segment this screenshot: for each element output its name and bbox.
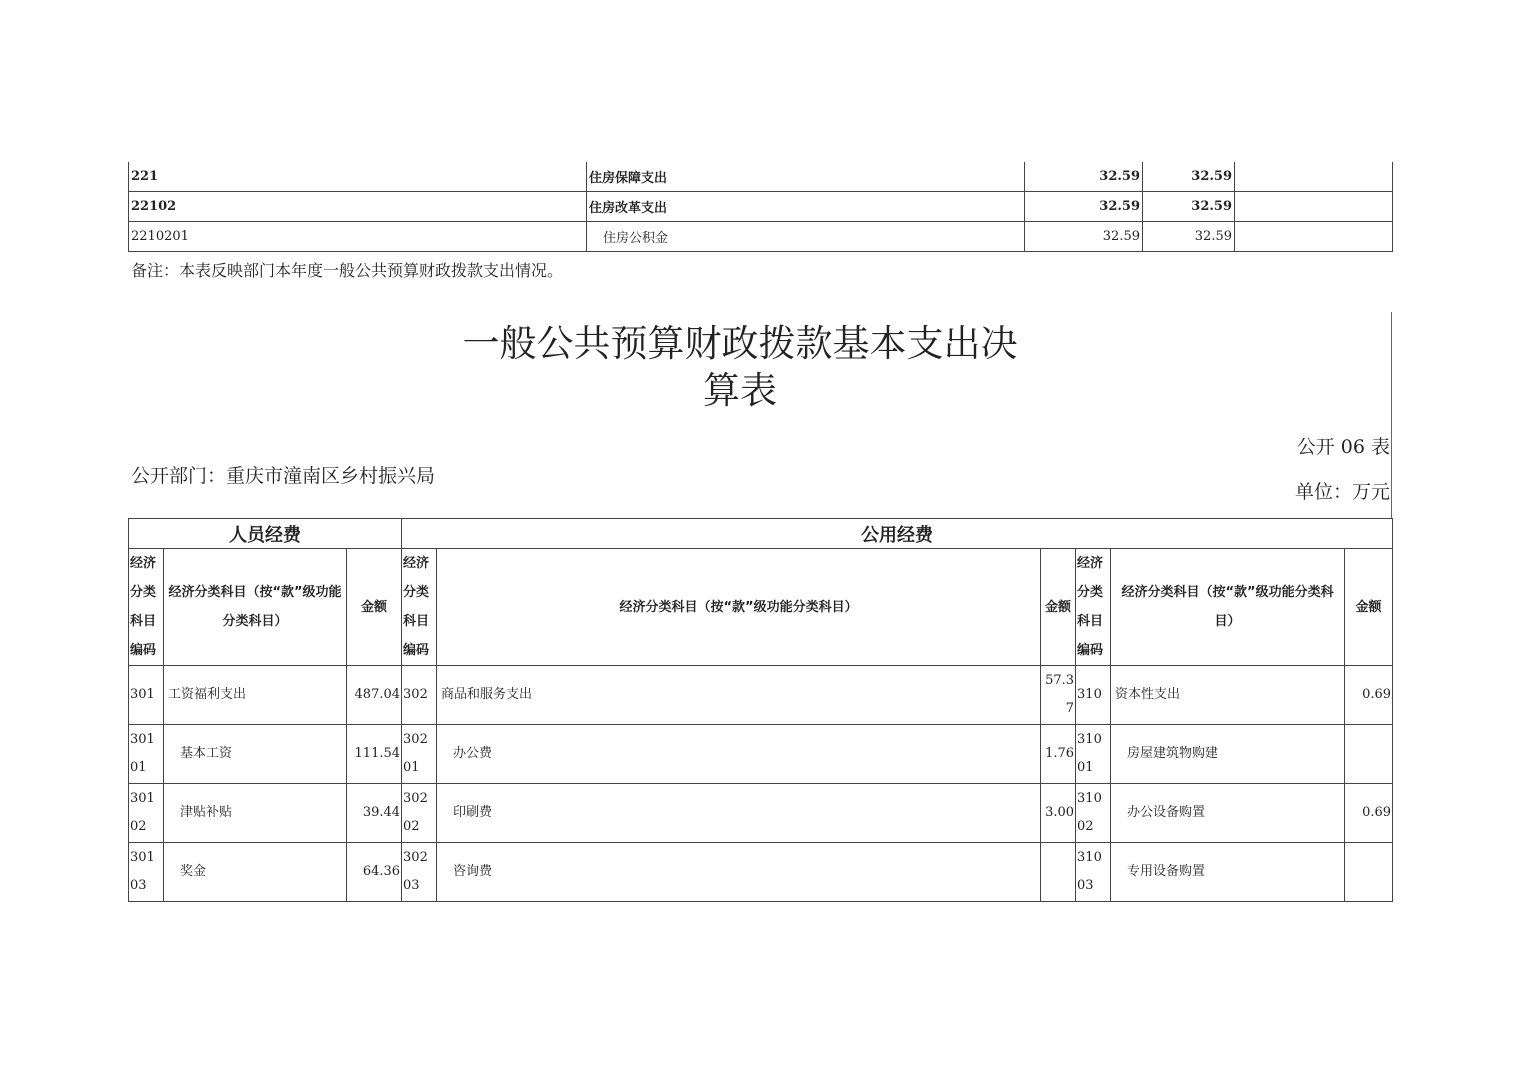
row-code: 221 <box>129 162 587 192</box>
code-cell: 30101 <box>129 725 164 784</box>
name-cell: 办公设备购置 <box>1111 784 1345 843</box>
header-code: 经济分类科目编码 <box>1076 549 1111 666</box>
header-code: 经济分类科目编码 <box>129 549 164 666</box>
name-cell: 奖金 <box>164 843 347 902</box>
row-basic: 32.59 <box>1143 222 1235 252</box>
amount-cell: 64.36 <box>347 843 402 902</box>
code-cell: 30203 <box>402 843 437 902</box>
amount-cell <box>1041 843 1076 902</box>
header-amount: 金额 <box>347 549 402 666</box>
name-cell: 咨询费 <box>437 843 1041 902</box>
table-row <box>129 843 1393 902</box>
amount-cell: 57.37 <box>1041 666 1076 725</box>
header-code: 经济分类科目编码 <box>402 549 437 666</box>
row-project <box>1235 162 1393 192</box>
page-title <box>380 320 1100 414</box>
table-row <box>129 725 1393 784</box>
department-label: 公开部门：重庆市潼南区乡村振兴局 <box>131 465 436 487</box>
header-name: 经济分类科目（按“款”级功能分类科目） <box>164 549 347 666</box>
row-code: 22102 <box>129 192 587 222</box>
row-total: 32.59 <box>1025 192 1143 222</box>
prior-table-fragment <box>128 162 1393 252</box>
header-name: 经济分类科目（按“款”级功能分类科目） <box>437 549 1041 666</box>
row-name: 住房改革支出 <box>587 192 1025 222</box>
table-row <box>129 666 1393 725</box>
group-public: 公用经费 <box>402 519 1393 549</box>
name-cell: 专用设备购置 <box>1111 843 1345 902</box>
table-row <box>129 784 1393 843</box>
row-basic: 32.59 <box>1143 192 1235 222</box>
name-cell: 资本性支出 <box>1111 666 1345 725</box>
amount-cell: 3.00 <box>1041 784 1076 843</box>
code-cell: 31003 <box>1076 843 1111 902</box>
row-project <box>1235 192 1393 222</box>
row-total: 32.59 <box>1025 222 1143 252</box>
code-cell: 31001 <box>1076 725 1111 784</box>
title-line-2: 算表 <box>703 369 777 412</box>
code-cell: 302 <box>402 666 437 725</box>
column-header-row <box>129 549 1393 666</box>
page-border-line <box>1391 312 1392 518</box>
row-basic: 32.59 <box>1143 162 1235 192</box>
amount-cell: 0.69 <box>1345 784 1393 843</box>
row-name: 住房保障支出 <box>587 162 1025 192</box>
table-row <box>129 162 1393 192</box>
amount-cell: 0.69 <box>1345 666 1393 725</box>
name-cell: 印刷费 <box>437 784 1041 843</box>
code-cell: 30201 <box>402 725 437 784</box>
code-cell: 30102 <box>129 784 164 843</box>
name-cell: 办公费 <box>437 725 1041 784</box>
row-total: 32.59 <box>1025 162 1143 192</box>
name-cell: 房屋建筑物购建 <box>1111 725 1345 784</box>
name-cell: 基本工资 <box>164 725 347 784</box>
code-cell: 310 <box>1076 666 1111 725</box>
code-cell: 30202 <box>402 784 437 843</box>
table-row <box>129 192 1393 222</box>
table-note: 备注：本表反映部门本年度一般公共预算财政拨款支出情况。 <box>131 261 564 280</box>
group-header-row <box>129 519 1393 549</box>
code-cell: 30103 <box>129 843 164 902</box>
amount-cell <box>1345 725 1393 784</box>
title-line-1: 一般公共预算财政拨款基本支出决 <box>462 322 1018 365</box>
unit-label: 单位：万元 <box>1294 481 1390 503</box>
amount-cell: 487.04 <box>347 666 402 725</box>
code-cell: 301 <box>129 666 164 725</box>
header-name: 经济分类科目（按“款”级功能分类科目） <box>1111 549 1345 666</box>
row-name: 住房公积金 <box>587 222 1025 252</box>
table-row <box>129 222 1393 252</box>
amount-cell <box>1345 843 1393 902</box>
header-amount: 金额 <box>1345 549 1393 666</box>
row-project <box>1235 222 1393 252</box>
row-code: 2210201 <box>129 222 587 252</box>
code-cell: 31002 <box>1076 784 1111 843</box>
group-personnel: 人员经费 <box>129 519 402 549</box>
header-amount: 金额 <box>1041 549 1076 666</box>
amount-cell: 39.44 <box>347 784 402 843</box>
amount-cell: 111.54 <box>347 725 402 784</box>
name-cell: 工资福利支出 <box>164 666 347 725</box>
name-cell: 商品和服务支出 <box>437 666 1041 725</box>
expenditure-table <box>128 518 1393 902</box>
amount-cell: 1.76 <box>1041 725 1076 784</box>
name-cell: 津贴补贴 <box>164 784 347 843</box>
table-number: 公开 06 表 <box>1296 436 1390 458</box>
